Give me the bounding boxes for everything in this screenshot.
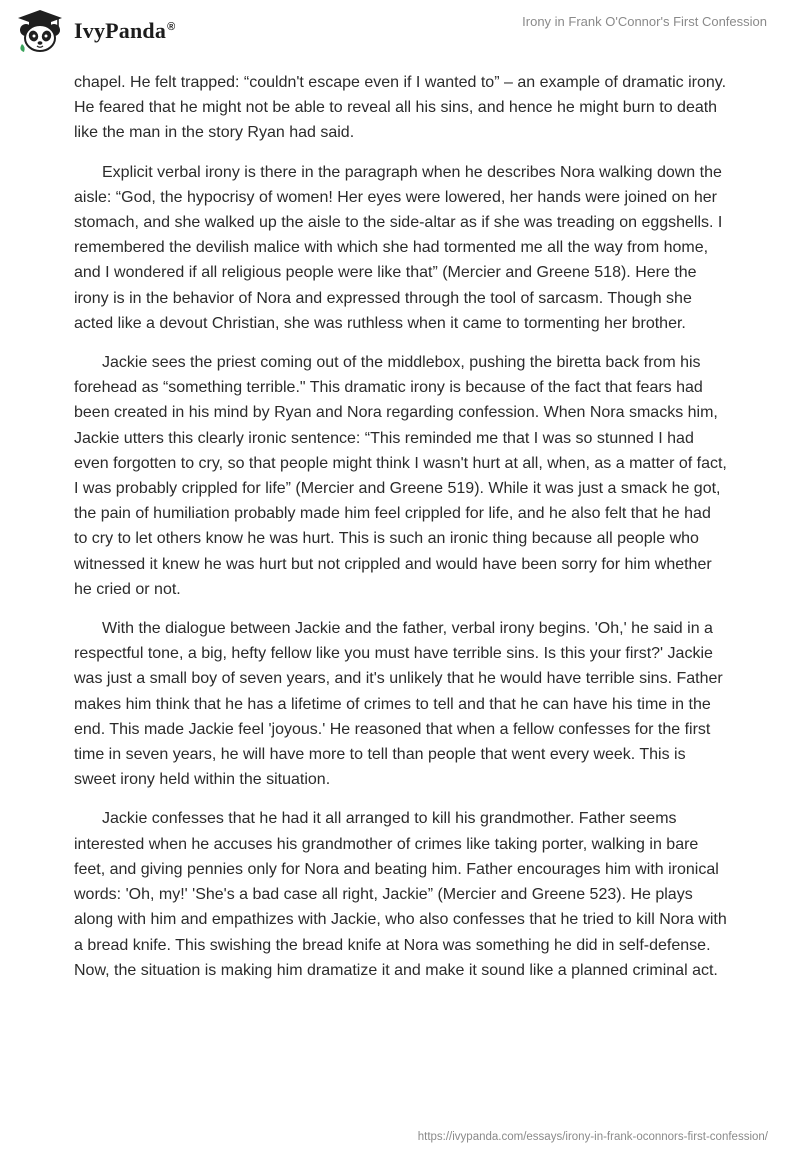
paragraph: With the dialogue between Jackie and the father, verbal irony begins. 'Oh,' he said in a respectful tone, a big, hefty fellow like you must have terrible sins. Is this your first?' Jackie was just a small boy of seven years, and it's unlikely that he would have terrible sins. Father makes him think that he has a lifetime of crimes to tell and that he can have his time in the end. This made Jackie feel 'joyous.' He reasoned that when a fellow confesses for the first time in seven years, he will have more to tell than people that went every week. This is sweet irony held within the situation. [74,620,723,789]
panda-graduate-icon [14,8,66,54]
registered-mark: ® [167,20,176,33]
paragraph: Jackie sees the priest coming out of the middlebox, pushing the biretta back from his forehead as “something terrible." This dramatic irony is because of the fact that fears had been created in his mind by Ryan and Nora regarding confession. When Nora smacks him, Jackie utters this clearly ironic sentence: “This reminded me that I was so stunned I had even forgotten to cry, so that people might think I wasn't hurt at all, when, as a matter of fact, I was probably crippled for life” (Mercier and Greene 519). While it was just a smack he got, the pain of humiliation probably made him feel crippled for life, and he also felt that he had to cry to let others know he was hurt. This is such an ironic thing because all people who witnessed it knew he was hurt but not crippled and would have been sorry for him whether he cried or not. [74,354,727,598]
page-header [0,0,800,60]
ivypanda-logo[interactable] [14,8,175,54]
source-url[interactable]: https://ivypanda.com/essays/irony-in-frank-oconnors-first-confession/ [417,1131,768,1143]
brand-name: IvyPanda® [74,18,176,43]
document-title: Irony in Frank O'Connor's First Confession [522,14,767,29]
paragraph: Jackie confesses that he had it all arranged to kill his grandmother. Father seems interested when he accuses his grandmother of crimes like taking porter, walking in bare feet, and giving pennies only for Nora and beating him. Father encourages him with ironical words: 'Oh, my!' 'She's a bad case all right, Jackie” (Mercier and Greene 523). He plays along with him and empathizes with Jackie, who also confesses that he tried to kill Nora with a bread knife. This swishing the bread knife at Nora was something he did in self-defense. Now, the situation is making him dramatize it and make it sound like a planned criminal act. [74,810,727,979]
paragraph: chapel. He felt trapped: “couldn't escape even if I wanted to” – an example of dramatic irony. He feared that he might not be able to reveal all his sins, and hence he might burn to death like the man in the story Ryan had said. [74,74,727,142]
paragraph: Explicit verbal irony is there in the paragraph when he describes Nora walking down the aisle: “God, the hypocrisy of women! Her eyes were lowered, her hands were joined on her stomach, and she walked up the aisle to the side-altar as if she was treading on eggshells. I remembered the devilish malice with which she had tormented me all the way from home, and I wondered if all religious people were like that” (Mercier and Greene 518). Here the irony is in the behavior of Nora and expressed through the tool of sarcasm. Though she acted like a devout Christian, she was ruthless when it came to tormenting her brother. [74,163,723,332]
essay-body [74,70,728,997]
